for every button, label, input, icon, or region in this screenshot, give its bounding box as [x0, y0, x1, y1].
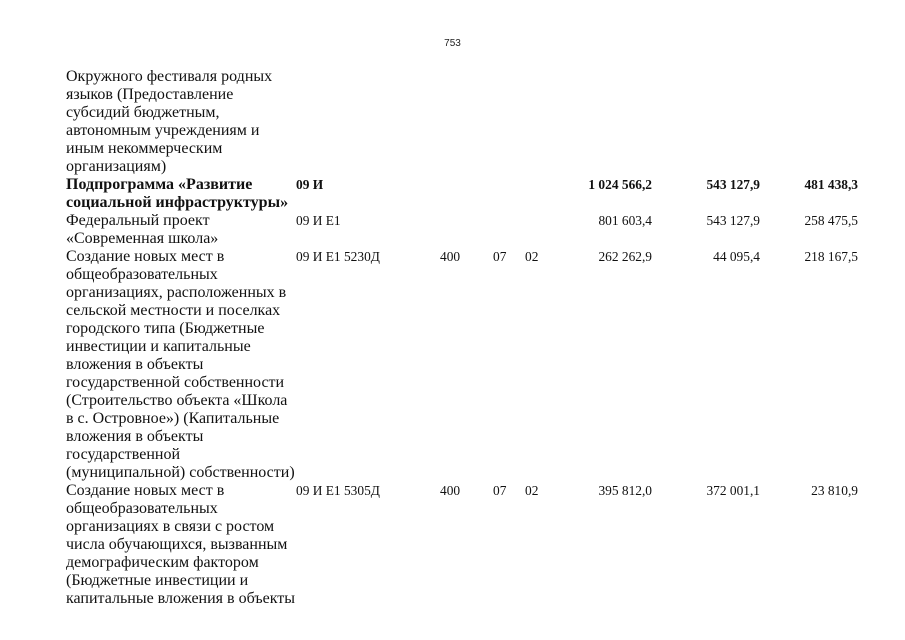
- row-amount-second: 372 001,1: [706, 483, 760, 498]
- row-name-line: «Современная школа»: [66, 230, 219, 247]
- row-subsection: 02: [525, 483, 539, 498]
- row-name-line: (муниципальной) собственности): [66, 464, 295, 481]
- row-name-line: сельской местности и поселках: [66, 302, 281, 319]
- row-subsection: 02: [525, 249, 539, 264]
- row-name: [66, 212, 296, 248]
- row-amount-total: 801 603,4: [598, 213, 652, 228]
- row-amount-second: 543 127,9: [706, 177, 760, 192]
- row-name-line: организациям): [66, 158, 167, 175]
- row-name-line: Создание новых мест в: [66, 248, 225, 265]
- row-name: [66, 248, 296, 482]
- row-amount-total: 395 812,0: [598, 483, 652, 498]
- row-section: 07: [493, 483, 507, 498]
- row-name: [66, 176, 296, 212]
- row-name-line: (Бюджетные инвестиции и: [66, 572, 249, 589]
- row-name-line: государственной: [66, 446, 181, 463]
- page-number: 753: [444, 38, 461, 49]
- row-name-line: Создание новых мест в: [66, 482, 225, 499]
- row-name-line: (Строительство объекта «Школа: [66, 392, 288, 409]
- row-name-line: иным некоммерческим: [66, 140, 223, 157]
- row-code: 09 И E1 5230Д: [296, 249, 380, 264]
- row-amount-second: 44 095,4: [713, 249, 760, 264]
- row-name-line: городского типа (Бюджетные: [66, 320, 265, 337]
- row-name-line: социальной инфраструктуры»: [66, 194, 289, 211]
- row-name-line: демографическим фактором: [66, 554, 259, 571]
- row-amount-total: 1 024 566,2: [588, 177, 652, 192]
- row-name-line: общеобразовательных: [66, 266, 218, 283]
- row-name-line: государственной собственности: [66, 374, 285, 391]
- row-code: 09 И E1 5305Д: [296, 483, 380, 498]
- row-name-line: инвестиции и капитальные: [66, 338, 251, 355]
- row-name-line: организациях в связи с ростом: [66, 518, 275, 535]
- row-name-line: Подпрограмма «Развитие: [66, 176, 253, 193]
- row-name: [66, 68, 296, 176]
- row-name-line: организациях, расположенных в: [66, 284, 287, 301]
- row-amount-second: 543 127,9: [706, 213, 760, 228]
- row-code: 09 И E1: [296, 213, 341, 228]
- row-amount-third: 218 167,5: [804, 249, 858, 264]
- row-section: 07: [493, 249, 507, 264]
- row-name-line: Окружного фестиваля родных: [66, 68, 273, 85]
- row-name-line: в с. Островное») (Капитальные: [66, 410, 280, 427]
- row-name-line: капитальные вложения в объекты: [66, 590, 296, 607]
- row-expense-type: 400: [440, 249, 461, 264]
- table-row: [0, 176, 905, 212]
- row-name-line: языков (Предоставление: [66, 86, 234, 103]
- table-row: [0, 212, 905, 248]
- table-row: [0, 482, 905, 608]
- row-name-line: вложения в объекты: [66, 356, 204, 373]
- row-name-line: субсидий бюджетным,: [66, 104, 220, 121]
- row-name-line: общеобразовательных: [66, 500, 218, 517]
- row-expense-type: 400: [440, 483, 461, 498]
- budget-table: [0, 68, 905, 608]
- row-name-line: Федеральный проект: [66, 212, 210, 229]
- table-row: [0, 68, 905, 176]
- table-row: [0, 248, 905, 482]
- row-amount-third: 258 475,5: [804, 213, 858, 228]
- row-amount-third: 23 810,9: [811, 483, 858, 498]
- row-name-line: числа обучающихся, вызванным: [66, 536, 288, 553]
- row-code: 09 И: [296, 177, 324, 192]
- row-name: [66, 482, 296, 608]
- row-amount-third: 481 438,3: [804, 177, 858, 192]
- row-amount-total: 262 262,9: [598, 249, 652, 264]
- row-name-line: вложения в объекты: [66, 428, 204, 445]
- row-name-line: автономным учреждениям и: [66, 122, 260, 139]
